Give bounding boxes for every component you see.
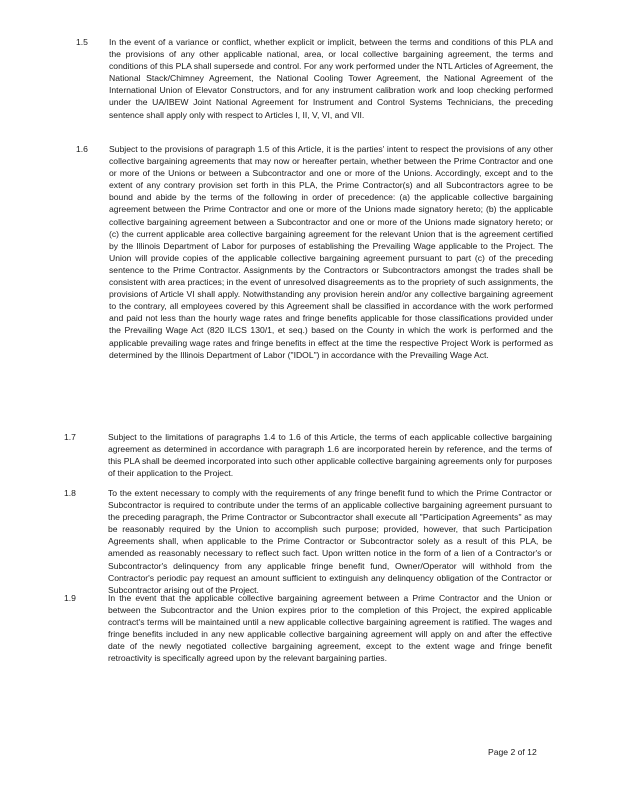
page-number: Page 2 of 12 [488,747,537,757]
section-number: 1.6 [76,144,88,154]
section-number: 1.7 [64,432,76,442]
section-number: 1.5 [76,37,88,47]
section-text: Subject to the limitations of paragraphs 1.4 to 1.6 of this Article, the terms of each applicable collective bargaining agreement as determined in accordance with paragraph 1.6 are incorporated herein by reference, and the terms of this PLA shall be deemed incorporated into such other applicable collective bargaining agreements only for purposes of their application to the Project. [108,432,552,479]
section-text: To the extent necessary to comply with the requirements of any fringe benefit fund to which the Prime Contractor or Subcontractor is required to contribute under the terms of an applicable collective bargaining agreement pursuant to the preceding paragraph, the Prime Contractor or Subcontractor shall execute all "Participation Agreements" as may be reasonably required by the Union to accomplish such purpose; provided, however, that such Participation Agreements shall, when applicable to the Prime Contractor or Subcontractor solely as a result of this PLA, be amended as reasonably necessary to reflect such fact. Upon written notice in the form of a lien of a Contractor's or Subcontractor's delinquency from any applicable fringe benefit fund, Owner/Operator will withhold from the Contractor's periodic pay request an amount sufficient to extinguish any delinquency obligation of the Contractor or Subcontractor arising out of the Project. [108,488,552,595]
section-text: In the event that the applicable collective bargaining agreement between a Prime Contractor and the Union or between the Subcontractor and the Union expires prior to the completion of this Project, the expired applicable contract's terms will be maintained until a new applicable collective bargaining agreement is ratified. The wages and fringe benefits included in any new applicable collective bargaining agreement will apply on and after the effective date of the newly negotiated collective bargaining agreement, except to the extent wage and fringe benefit retroactivity is specifically agreed upon by the relevant bargaining parties. [108,593,552,664]
section-text: In the event of a variance or conflict, whether explicit or implicit, between the terms and conditions of this PLA and the provisions of any other applicable national, area, or local collective bargaining agreement, the terms and conditions of this PLA shall supersede and control. For any work performed under the NTL Articles of Agreement, the National Stack/Chimney Agreement, the National Cooling Tower Agreement, the National Agreement of the International Union of Elevator Constructors, and for any instrument calibration work and loop checking performed under the UA/IBEW Joint National Agreement for Instrument and Control Systems Technicians, the preceding sentence shall apply only with respect to Articles I, II, V, VI, and VII. [109,37,553,120]
section-number: 1.9 [64,593,76,603]
section-text: Subject to the provisions of paragraph 1.5 of this Article, it is the parties' intent to respect the provisions of any other collective bargaining agreements that may now or hereafter pertain, whether between the Prime Contractor and one or more of the Unions or between a Subcontractor and one or more of the Unions. Accordingly, except and to the extent of any contrary provision set forth in this PLA, the Prime Contractor(s) and all Subcontractors agree to be bound and abide by the terms of the following in order of precedence: (a) the applicable collective bargaining agreement between the Prime Contractor and one or more of the Unions made signatory hereto; (b) the applicable collective bargaining agreement between a Subcontractor and one or more of the Unions made signatory hereto; or (c) the current applicable area collective bargaining agreement for the relevant Union that is the agreement certified by the Illinois Department of Labor for purposes of establishing the Prevailing Wage applicable to the Project. The Union will provide copies of the applicable collective bargaining agreement pursuant to part (c) of the preceding sentence to the Prime Contractor. Assignments by the Contractors or Subcontractors amongst the trades shall be consistent with area practices; in the event of unresolved disagreements as to the propriety of such assignments, the provisions of Article VI shall apply. Notwithstanding any provision herein and/or any collective bargaining agreement to the contrary, all employees covered by this Agreement shall be classified in accordance with the work performed and paid not less than the hourly wage rates and fringe benefits applicable for those classifications provided under the Prevailing Wage Act (820 ILCS 130/1, et seq.) based on the County in which the work is performed and the applicable prevailing wage rates and fringe benefits in effect at the time the respective Project Work is performed as determined by the Illinois Department of Labor ("IDOL") in accordance with the Prevailing Wage Act. [109,144,553,360]
section-number: 1.8 [64,488,76,498]
